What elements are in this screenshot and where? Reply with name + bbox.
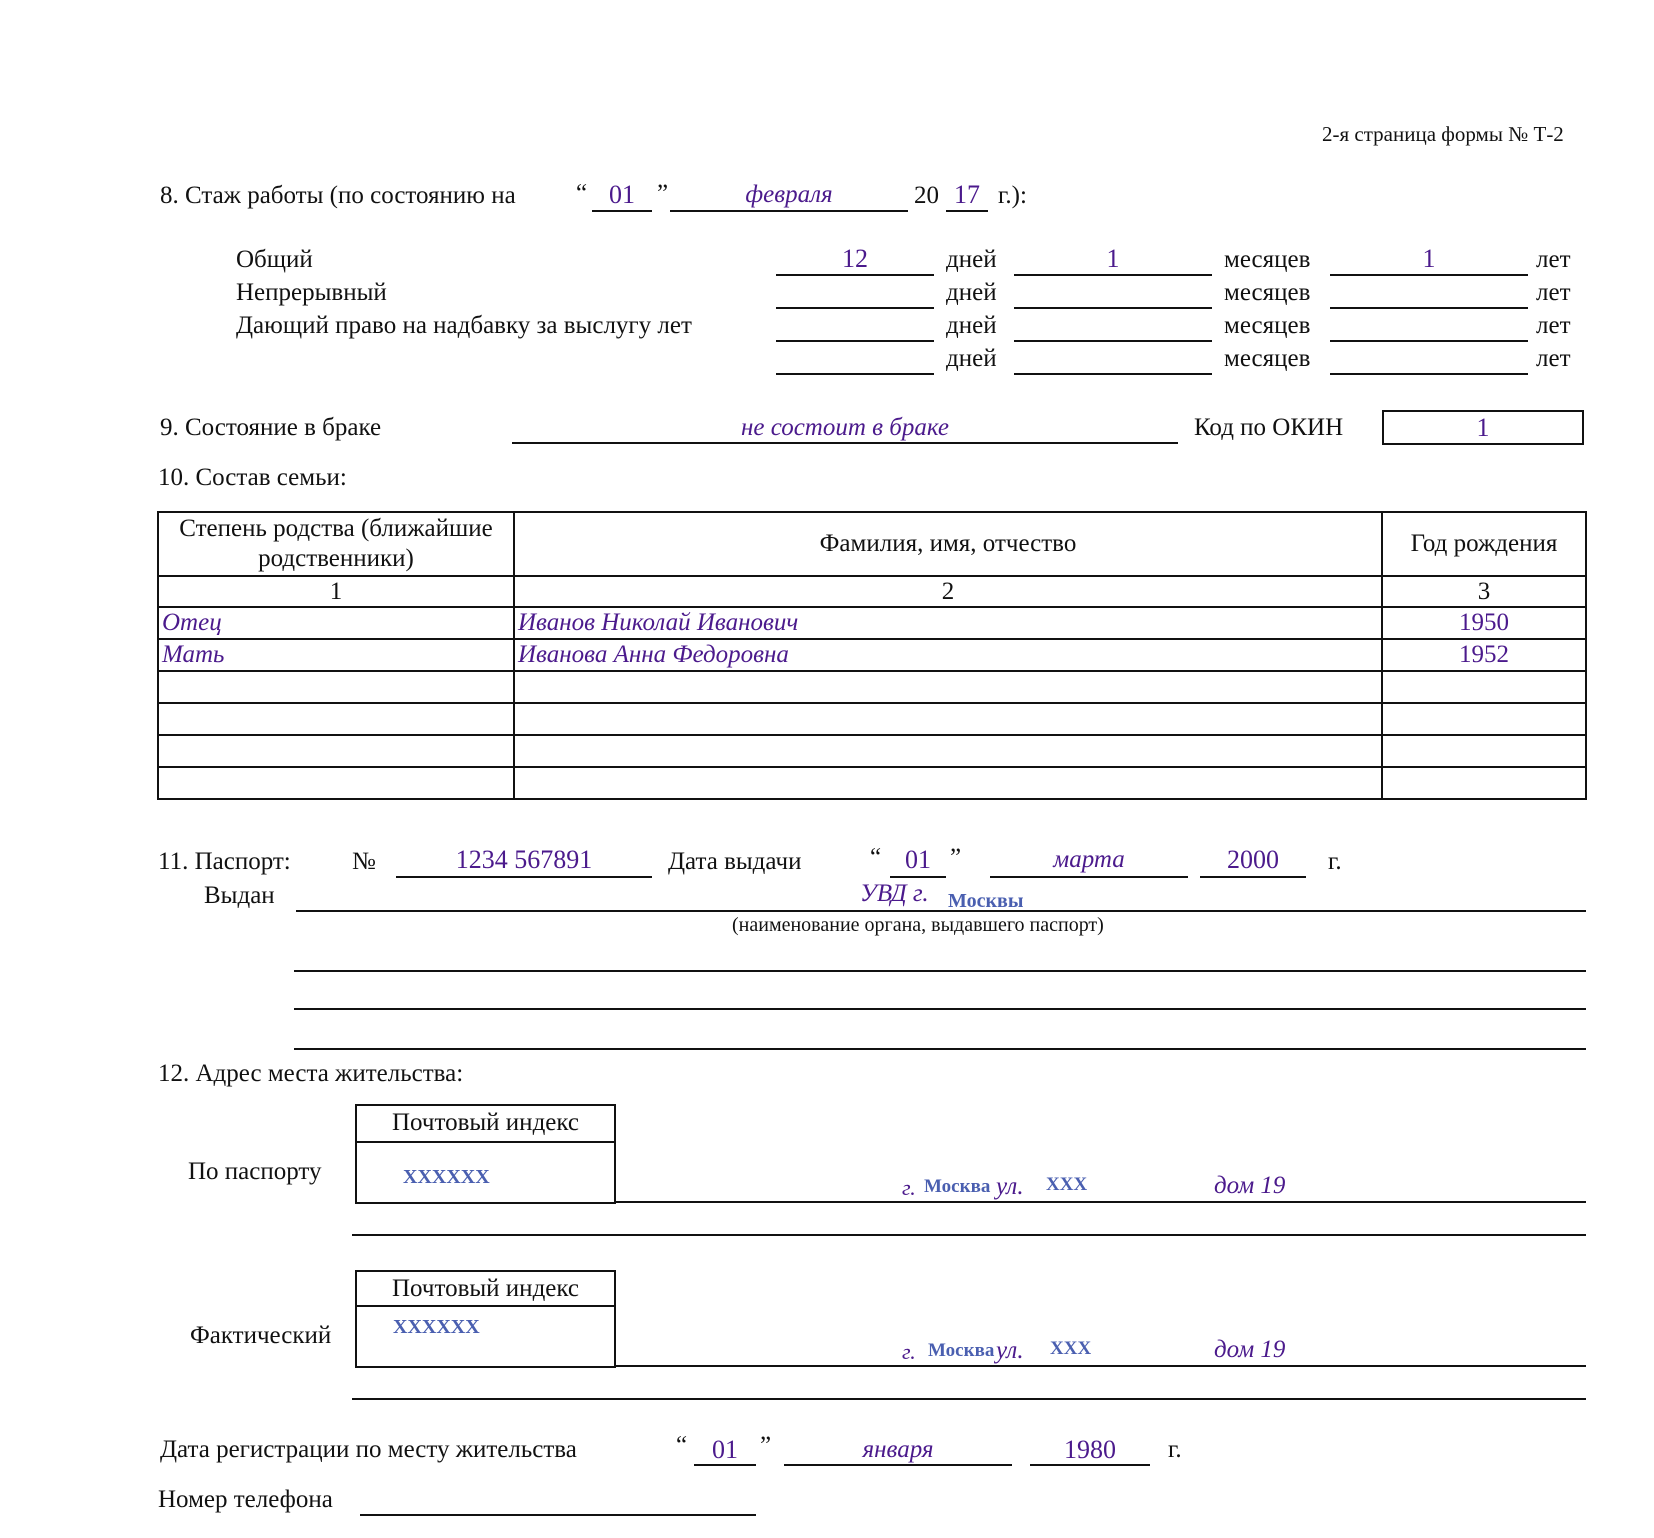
quote-open: “	[870, 844, 882, 871]
passport-year-value: 2000	[1227, 845, 1279, 874]
postal-label: Почтовый индекс	[392, 1109, 579, 1136]
stazh-month-value: февраля	[745, 181, 833, 208]
years-line[interactable]	[1330, 373, 1528, 375]
table-row	[158, 767, 1586, 799]
year-unit: г.):	[998, 182, 1027, 209]
months-line[interactable]	[1014, 373, 1212, 375]
actual-house: дом 19	[1214, 1336, 1286, 1363]
relation-cell[interactable]: Мать	[158, 639, 514, 671]
year-prefix: 20	[914, 182, 939, 209]
issued-by-stamp: Москвы	[948, 890, 1024, 912]
passport-number-value: 1234 567891	[455, 845, 593, 874]
actual-postal-box[interactable]	[355, 1270, 616, 1368]
table-row	[158, 639, 1586, 671]
years-line[interactable]	[1330, 274, 1528, 276]
quote-open: “	[676, 1432, 688, 1459]
years-unit: лет	[1536, 279, 1571, 306]
registration-year-line[interactable]	[1030, 1464, 1150, 1466]
issue-date-label: Дата выдачи	[668, 848, 802, 875]
years-unit: лет	[1536, 312, 1571, 339]
year-unit: г.	[1168, 1436, 1182, 1463]
quote-close: ”	[950, 844, 962, 871]
passport-address-line[interactable]	[616, 1201, 1586, 1203]
registration-day-line[interactable]	[694, 1464, 756, 1466]
passport-address-label: По паспорту	[188, 1158, 322, 1185]
quote-close: ”	[760, 1432, 772, 1459]
passport-day-value: 01	[905, 845, 931, 874]
stazh-month-line[interactable]	[670, 210, 908, 212]
postal-divider	[357, 1305, 614, 1307]
passport-number-line[interactable]	[396, 876, 652, 878]
passport-month-value: марта	[1053, 846, 1125, 873]
years-line[interactable]	[1330, 307, 1528, 309]
quote-open: “	[576, 180, 588, 207]
passport-street: XXX	[1046, 1174, 1088, 1195]
passport-address-line-2[interactable]	[352, 1234, 1586, 1236]
months-unit: месяцев	[1224, 312, 1311, 339]
relation-cell[interactable]	[158, 735, 514, 767]
days-line[interactable]	[776, 274, 934, 276]
full-name-cell[interactable]	[514, 671, 1382, 703]
passport-number-label: №	[352, 848, 376, 875]
table-row	[158, 735, 1586, 767]
passport-house: дом 19	[1214, 1172, 1286, 1199]
stazh-day-value: 01	[609, 180, 635, 209]
col-number: 3	[1382, 576, 1586, 607]
registration-day-value: 01	[712, 1435, 738, 1464]
passport-year-line[interactable]	[1200, 876, 1306, 878]
actual-street: XXX	[1050, 1338, 1092, 1359]
days-line[interactable]	[776, 307, 934, 309]
passport-postal-code: XXXXXX	[403, 1166, 490, 1188]
years-value: 1	[1422, 244, 1436, 273]
okin-box[interactable]	[1382, 410, 1584, 445]
days-unit: дней	[946, 345, 997, 372]
stazh-day-line[interactable]	[592, 210, 652, 212]
birth-year-cell[interactable]: 1952	[1382, 639, 1586, 671]
months-line[interactable]	[1014, 340, 1212, 342]
table-row	[158, 703, 1586, 735]
issued-extra-line-2[interactable]	[294, 1008, 1586, 1010]
actual-address-line-2[interactable]	[352, 1398, 1586, 1400]
col-number: 1	[158, 576, 514, 607]
years-unit: лет	[1536, 345, 1571, 372]
relation-cell[interactable]	[158, 671, 514, 703]
issued-label: Выдан	[204, 882, 275, 909]
full-name-cell[interactable]	[514, 703, 1382, 735]
actual-address-line[interactable]	[616, 1365, 1586, 1367]
stazh-row-label: Дающий право на надбавку за выслугу лет	[236, 312, 692, 339]
phone-label: Номер телефона	[158, 1486, 333, 1513]
section9-label: 9. Состояние в браке	[160, 414, 382, 441]
marital-status-line[interactable]	[512, 442, 1178, 444]
months-value: 1	[1106, 244, 1120, 273]
marital-status-value: не состоит в браке	[740, 414, 950, 441]
birth-year-cell[interactable]: 1950	[1382, 607, 1586, 639]
passport-city: Москва	[924, 1176, 991, 1197]
birth-year-cell[interactable]	[1382, 735, 1586, 767]
street-prefix: ул.	[996, 1337, 1024, 1364]
birth-year-cell[interactable]	[1382, 671, 1586, 703]
years-line[interactable]	[1330, 340, 1528, 342]
header-birth-year: Год рождения	[1382, 512, 1586, 576]
passport-month-line[interactable]	[990, 876, 1188, 878]
issued-extra-line-1[interactable]	[294, 970, 1586, 972]
full-name-cell[interactable]	[514, 735, 1382, 767]
section12-label: 12. Адрес места жительства:	[158, 1060, 464, 1087]
column-number-row	[158, 576, 1586, 607]
city-prefix: г.	[902, 1175, 916, 1200]
issued-by-line[interactable]	[296, 910, 1586, 912]
months-unit: месяцев	[1224, 279, 1311, 306]
relation-cell[interactable]: Отец	[158, 607, 514, 639]
passport-postal-box[interactable]	[355, 1104, 616, 1204]
quote-close: ”	[657, 180, 669, 207]
full-name-cell[interactable]: Иванова Анна Федоровна	[514, 639, 1382, 671]
section11-label: 11. Паспорт:	[158, 848, 291, 875]
section10-label: 10. Состав семьи:	[158, 464, 347, 491]
registration-label: Дата регистрации по месту жительства	[160, 1436, 577, 1463]
table-header-row	[158, 512, 1586, 576]
postal-divider	[357, 1141, 614, 1143]
okin-value: 1	[1476, 413, 1490, 442]
registration-month-line[interactable]	[784, 1464, 1012, 1466]
days-unit: дней	[946, 312, 997, 339]
section8-label: 8. Стаж работы (по состоянию на	[160, 182, 516, 209]
postal-label: Почтовый индекс	[392, 1275, 579, 1302]
registration-month-value: января	[862, 1436, 934, 1463]
months-line[interactable]	[1014, 274, 1212, 276]
passport-day-line[interactable]	[890, 876, 946, 878]
registration-year-value: 1980	[1064, 1435, 1116, 1464]
issued-caption: (наименование органа, выдавшего паспорт)	[732, 914, 1104, 936]
year-unit: г.	[1328, 848, 1342, 875]
full-name-cell[interactable]	[514, 767, 1382, 799]
full-name-cell[interactable]: Иванов Николай Иванович	[514, 607, 1382, 639]
stazh-row-label: Непрерывный	[236, 279, 387, 306]
table-row	[158, 607, 1586, 639]
years-unit: лет	[1536, 246, 1571, 273]
months-unit: месяцев	[1224, 246, 1311, 273]
days-value: 12	[842, 244, 868, 273]
months-unit: месяцев	[1224, 345, 1311, 372]
page-header: 2-я страница формы № Т-2	[1322, 122, 1564, 146]
actual-postal-code: XXXXXX	[393, 1316, 480, 1338]
days-line[interactable]	[776, 373, 934, 375]
days-unit: дней	[946, 246, 997, 273]
days-line[interactable]	[776, 340, 934, 342]
col-number: 2	[514, 576, 1382, 607]
birth-year-cell[interactable]	[1382, 703, 1586, 735]
relation-cell[interactable]	[158, 703, 514, 735]
birth-year-cell[interactable]	[1382, 767, 1586, 799]
city-prefix: г.	[902, 1339, 916, 1364]
street-prefix: ул.	[996, 1173, 1024, 1200]
family-table	[157, 511, 1587, 800]
actual-city: Москва	[928, 1340, 995, 1361]
header-full-name: Фамилия, имя, отчество	[514, 512, 1382, 576]
stazh-year-value: 17	[954, 180, 980, 209]
actual-address-label: Фактический	[190, 1322, 332, 1349]
issued-extra-line-3[interactable]	[294, 1048, 1586, 1050]
header-relation: Степень родства (ближайшие родственники)	[158, 512, 514, 576]
table-row	[158, 671, 1586, 703]
relation-cell[interactable]	[158, 767, 514, 799]
days-unit: дней	[946, 279, 997, 306]
stazh-year-line[interactable]	[946, 210, 988, 212]
months-line[interactable]	[1014, 307, 1212, 309]
issued-by-handwritten: УВД г.	[860, 880, 929, 907]
okin-label: Код по ОКИН	[1194, 414, 1344, 441]
phone-line[interactable]	[360, 1514, 756, 1516]
stazh-row-label: Общий	[236, 246, 313, 273]
